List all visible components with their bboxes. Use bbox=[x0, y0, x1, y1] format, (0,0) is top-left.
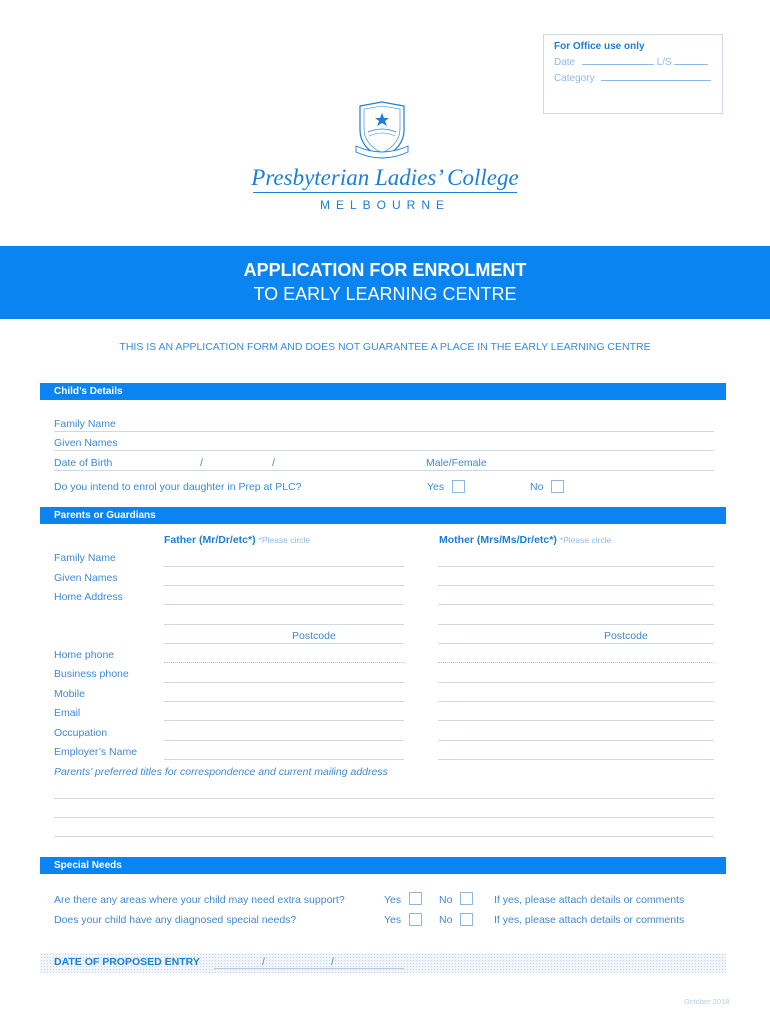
special-needs-question: Does your child have any diagnosed special needs? bbox=[54, 914, 297, 926]
office-ls-label: L/S bbox=[656, 57, 672, 68]
parent-mobile-label: Mobile bbox=[54, 688, 85, 700]
mailing-address-field-1[interactable] bbox=[54, 798, 714, 799]
mother-business-phone-field[interactable] bbox=[438, 682, 714, 683]
prep-question: Do you intend to enrol your daughter in Prep at PLC? bbox=[54, 481, 302, 493]
prep-no-checkbox[interactable] bbox=[551, 480, 564, 493]
extra-support-no-label: No bbox=[439, 894, 453, 906]
parent-given-names-label: Given Names bbox=[54, 572, 118, 584]
parent-business-phone-label: Business phone bbox=[54, 668, 129, 680]
mother-employer-field[interactable] bbox=[438, 759, 714, 760]
entry-date-separator: / bbox=[331, 956, 334, 968]
proposed-entry-date-field[interactable] bbox=[214, 968, 404, 969]
title-banner bbox=[0, 246, 770, 319]
school-crest-icon bbox=[352, 100, 412, 162]
father-title: Father (Mr/Dr/etc*) bbox=[164, 534, 256, 546]
parent-employer-label: Employer’s Name bbox=[54, 746, 138, 758]
special-needs-yes-label: Yes bbox=[384, 914, 402, 926]
special-needs-yes-checkbox[interactable] bbox=[409, 913, 422, 926]
office-date-label: Date bbox=[554, 57, 576, 68]
father-postcode-label: Postcode bbox=[292, 630, 336, 642]
section-parents: Parents or Guardians bbox=[40, 507, 726, 524]
father-business-phone-field[interactable] bbox=[164, 682, 404, 683]
disclaimer-text: THIS IS AN APPLICATION FORM AND DOES NOT GUARANTEE A PLACE IN THE EARLY LEARNING CENTRE bbox=[119, 341, 651, 353]
child-given-names-field[interactable] bbox=[54, 450, 714, 451]
parent-home-address-label: Home Address bbox=[54, 591, 123, 603]
extra-support-yes-label: Yes bbox=[384, 894, 402, 906]
child-sex-label: Male/Female bbox=[426, 457, 487, 469]
parent-occupation-label: Occupation bbox=[54, 727, 108, 739]
father-home-phone-field[interactable] bbox=[164, 662, 404, 663]
mother-home-phone-field[interactable] bbox=[438, 662, 714, 663]
college-name: Presbyterian Ladies’ College bbox=[251, 165, 519, 190]
mailing-address-field-3[interactable] bbox=[54, 836, 714, 837]
mother-occupation-field[interactable] bbox=[438, 740, 714, 741]
entry-date-separator: / bbox=[262, 956, 265, 968]
special-needs-attach-note: If yes, please attach details or comments bbox=[494, 914, 685, 926]
proposed-entry-label: DATE OF PROPOSED ENTRY bbox=[54, 956, 200, 968]
mailing-address-field-2[interactable] bbox=[54, 817, 714, 818]
father-given-names-field[interactable] bbox=[164, 585, 404, 586]
mother-address-field[interactable] bbox=[438, 604, 714, 605]
extra-support-no-checkbox[interactable] bbox=[460, 892, 473, 905]
mother-address-field-2[interactable] bbox=[438, 624, 714, 625]
child-dob-field[interactable] bbox=[54, 470, 714, 471]
mother-given-names-field[interactable] bbox=[438, 585, 714, 586]
child-given-names-label: Given Names bbox=[54, 437, 118, 449]
section-special-needs: Special Needs bbox=[40, 857, 726, 874]
mother-mobile-field[interactable] bbox=[438, 701, 714, 702]
child-dob-label: Date of Birth bbox=[54, 457, 113, 469]
mother-email-field[interactable] bbox=[438, 720, 714, 721]
dob-separator: / bbox=[200, 457, 203, 469]
prep-no-label: No bbox=[530, 481, 544, 493]
mother-please-circle: *Please circle bbox=[559, 535, 612, 545]
mother-postcode-field[interactable] bbox=[438, 643, 714, 644]
form-title: APPLICATION FOR ENROLMENT bbox=[243, 260, 527, 280]
mother-family-name-field[interactable] bbox=[438, 566, 714, 567]
dob-separator: / bbox=[272, 457, 275, 469]
preferred-titles-label: Parents’ preferred titles for correspondence and current mailing address bbox=[54, 766, 388, 778]
footer-date: October 2018 bbox=[684, 997, 730, 1006]
prep-yes-checkbox[interactable] bbox=[452, 480, 465, 493]
father-family-name-field[interactable] bbox=[164, 566, 404, 567]
special-needs-no-checkbox[interactable] bbox=[460, 913, 473, 926]
extra-support-attach-note: If yes, please attach details or comments bbox=[494, 894, 685, 906]
father-please-circle: *Please circle bbox=[258, 535, 311, 545]
college-name-rule bbox=[253, 192, 517, 193]
father-postcode-field[interactable] bbox=[164, 643, 404, 644]
parent-home-phone-label: Home phone bbox=[54, 649, 115, 661]
child-family-name-label: Family Name bbox=[54, 418, 116, 430]
special-needs-no-label: No bbox=[439, 914, 453, 926]
mother-header bbox=[439, 534, 611, 546]
extra-support-yes-checkbox[interactable] bbox=[409, 892, 422, 905]
mother-postcode-label: Postcode bbox=[604, 630, 648, 642]
father-header bbox=[164, 534, 310, 546]
father-mobile-field[interactable] bbox=[164, 701, 404, 702]
father-occupation-field[interactable] bbox=[164, 740, 404, 741]
office-use-title: For Office use only bbox=[554, 41, 645, 52]
child-family-name-field[interactable] bbox=[54, 431, 714, 432]
college-city: MELBOURNE bbox=[319, 198, 450, 212]
father-email-field[interactable] bbox=[164, 720, 404, 721]
office-date-field[interactable] bbox=[554, 55, 712, 68]
father-employer-field[interactable] bbox=[164, 759, 404, 760]
mother-title: Mother (Mrs/Ms/Dr/etc*) bbox=[439, 534, 557, 546]
father-address-field[interactable] bbox=[164, 604, 404, 605]
parent-email-label: Email bbox=[54, 707, 81, 719]
section-childs-details: Child’s Details bbox=[40, 383, 726, 400]
parent-family-name-label: Family Name bbox=[54, 552, 116, 564]
office-category-field[interactable] bbox=[554, 71, 712, 84]
office-category-label: Category bbox=[554, 73, 595, 84]
father-address-field-2[interactable] bbox=[164, 624, 404, 625]
extra-support-question: Are there any areas where your child may need extra support? bbox=[54, 894, 345, 906]
office-use-box bbox=[543, 34, 723, 114]
form-subtitle: TO EARLY LEARNING CENTRE bbox=[253, 284, 517, 304]
prep-yes-label: Yes bbox=[427, 481, 445, 493]
